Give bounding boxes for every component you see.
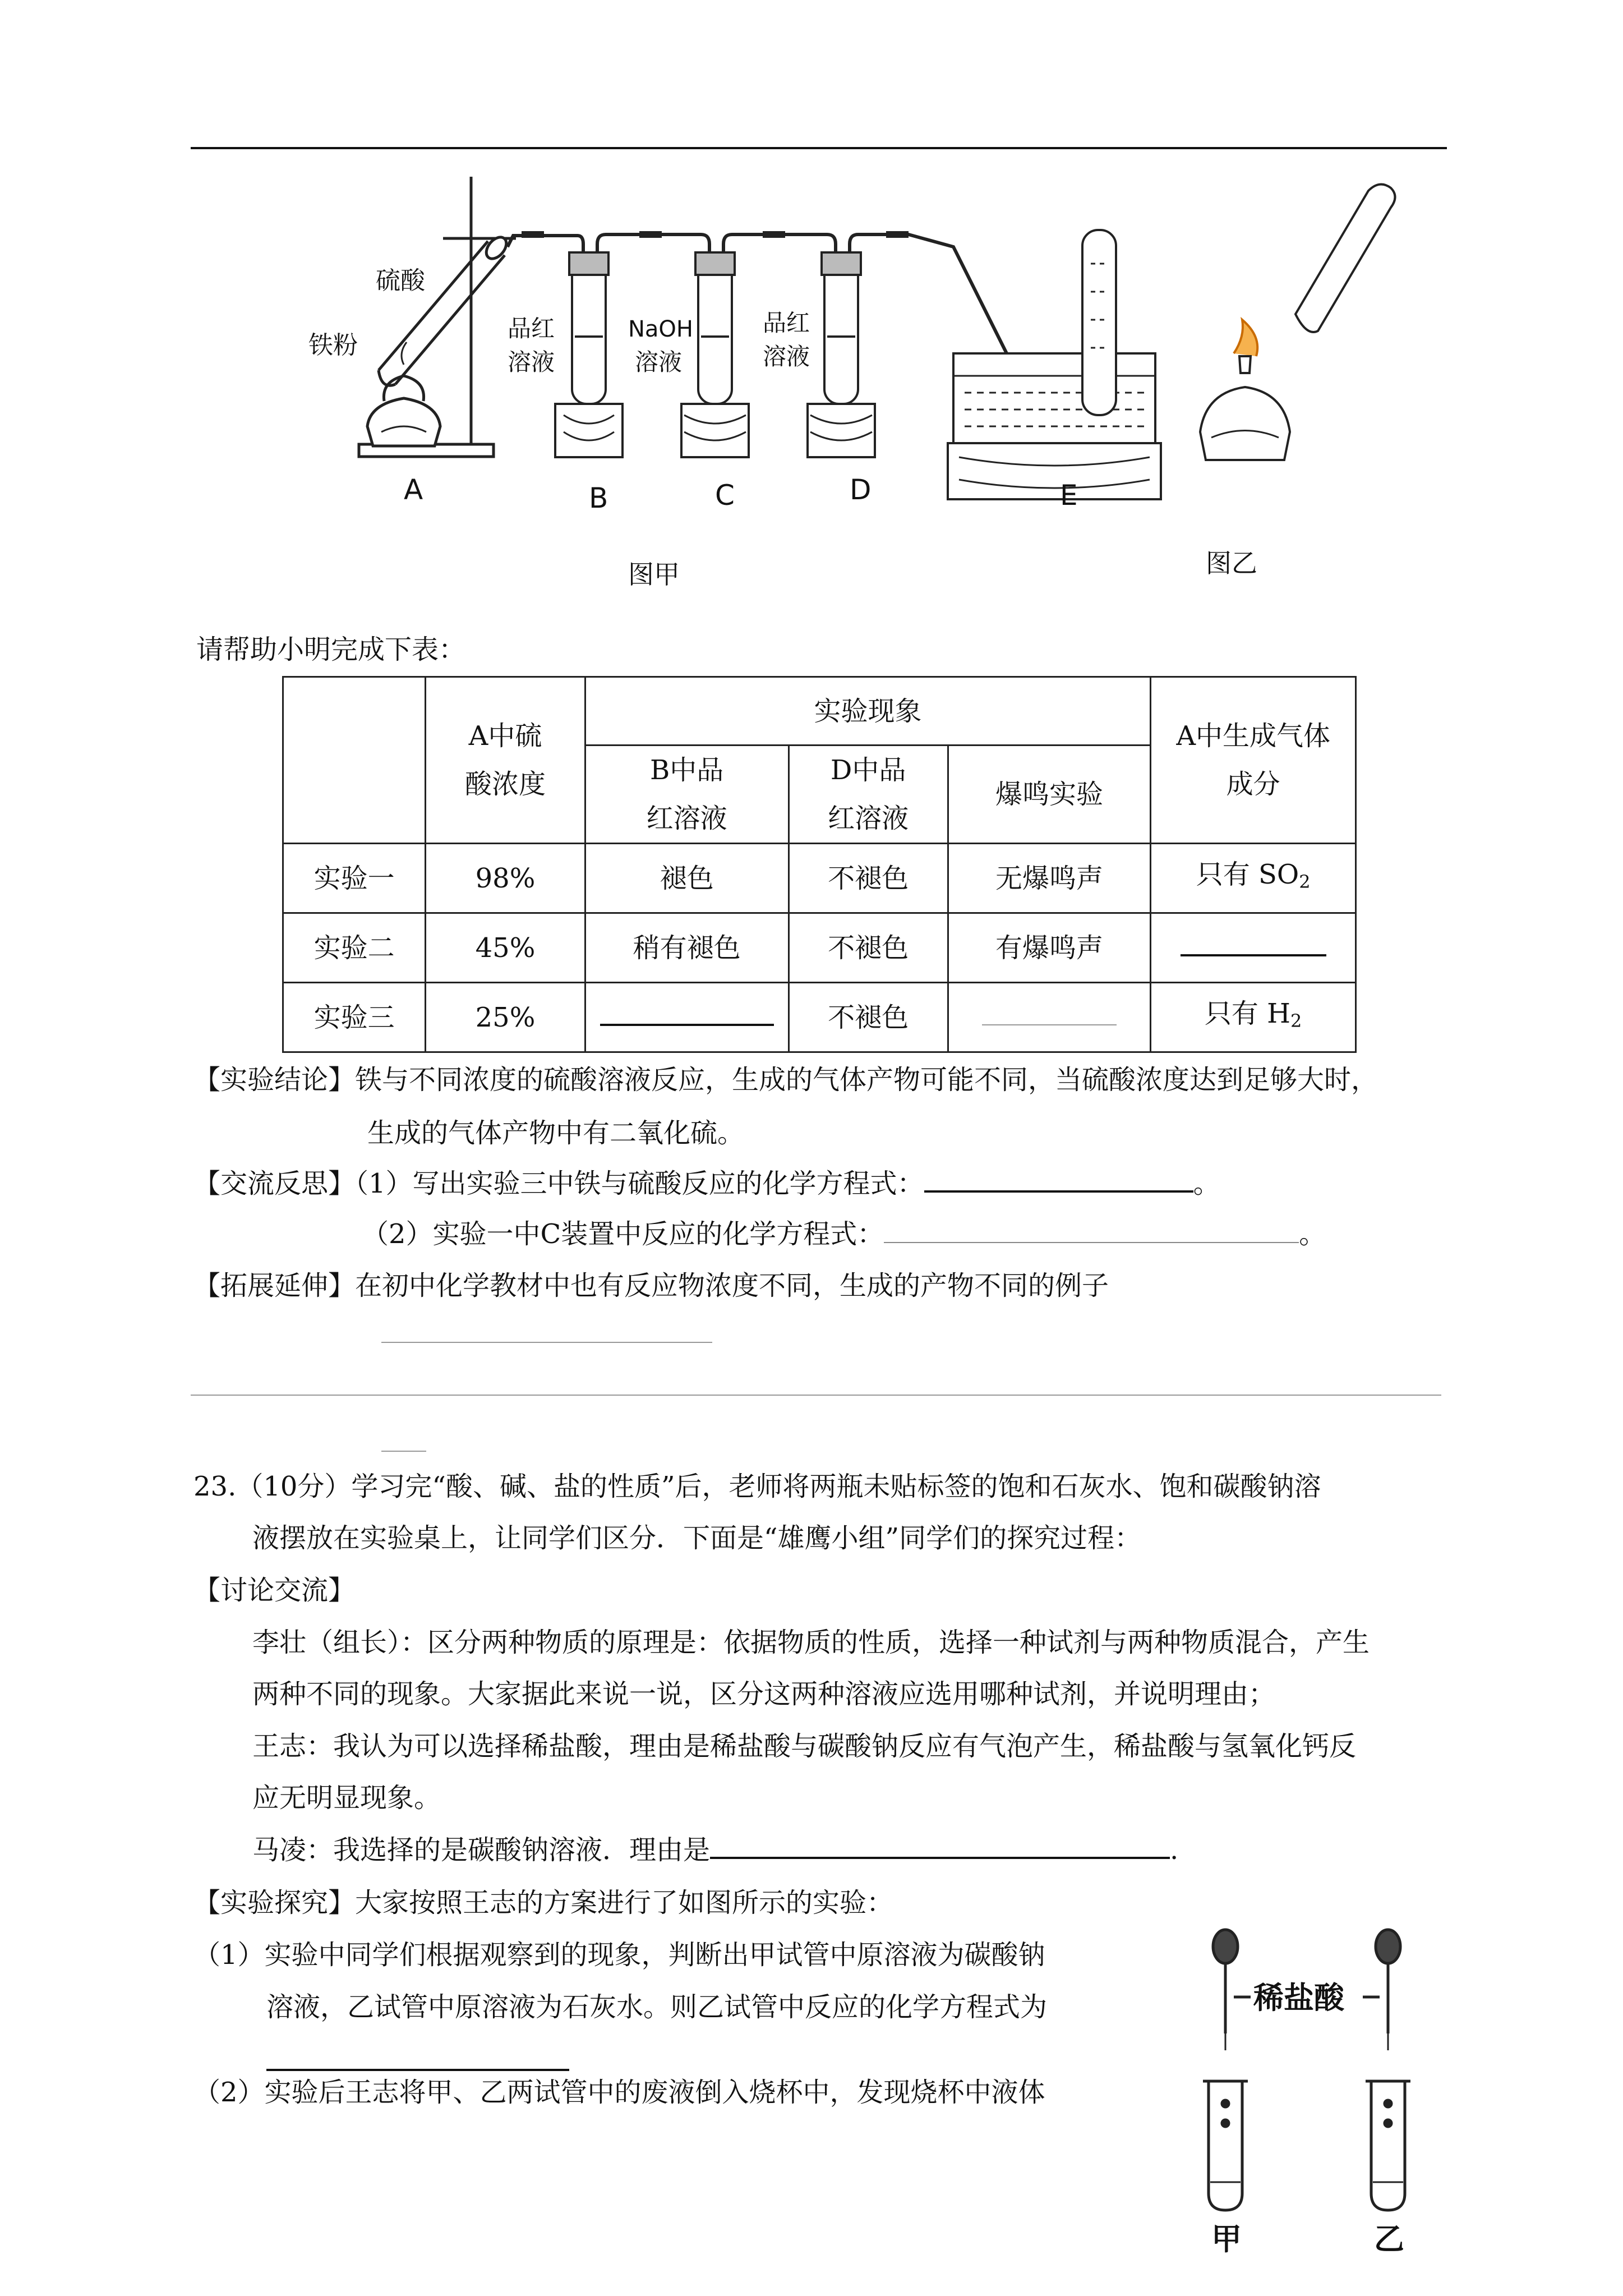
reflection-q2-text: （2）实验一中C装置中反应的化学方程式： <box>362 1218 884 1250</box>
answer-blank[interactable] <box>381 1342 712 1343</box>
exp2-line1: （2）实验后王志将甲、乙两试管中的废液倒入烧杯中，发现烧杯中液体 <box>193 2077 1045 2108</box>
table-row <box>283 913 1356 983</box>
lizhuang-line2: 两种不同的现象。大家据此来说一说，区分这两种溶液应选用哪种试剂，并说明理由； <box>252 1678 1276 1710</box>
q23-line2: 液摆放在实验桌上，让同学们区分．下面是“雄鹰小组”同学们的探究过程： <box>252 1522 1142 1554</box>
reflection-q2 <box>362 1217 1326 1251</box>
row-b: 稍有褪色 <box>585 913 789 983</box>
row-pop-blank[interactable] <box>948 983 1151 1052</box>
wangzhi-line1: 王志：我认为可以选择稀盐酸，理由是稀盐酸与碳酸钠反应有气泡产生，稀盐酸与氢氧化钙反 <box>252 1731 1357 1762</box>
row-gas <box>1151 844 1356 913</box>
row-gas-blank[interactable] <box>1151 913 1356 983</box>
conclusion-line1 <box>193 1063 1378 1097</box>
conclusion-label: 【实验结论】 <box>193 1064 356 1096</box>
header-phenomena: 实验现象 <box>585 677 1151 746</box>
answer-blank[interactable] <box>266 2069 569 2071</box>
exp1-line1: （1）实验中同学们根据观察到的现象，判断出甲试管中原溶液为碳酸钠 <box>193 1939 1045 1971</box>
answer-blank[interactable] <box>191 1395 1441 1396</box>
gas-text: 只有 H <box>1204 998 1291 1029</box>
row-name: 实验二 <box>283 913 426 983</box>
letter-E: E <box>1060 479 1078 512</box>
apparatus-A <box>359 177 516 457</box>
reflection-q1 <box>193 1167 1220 1200</box>
header-pop: 爆鸣实验 <box>948 746 1151 844</box>
letter-A: A <box>404 473 423 506</box>
row-name: 实验一 <box>283 844 426 913</box>
letter-B: B <box>589 482 608 514</box>
q23-line1: 23.（10分）学习完“酸、碱、盐的性质”后，老师将两瓶未贴标签的饱和石灰水、饱和碳酸钠溶 <box>193 1471 1321 1502</box>
reflection-q1-text: （1）写出实验三中铁与硫酸反应的化学方程式： <box>355 1168 924 1199</box>
label-B-line1: 品红 <box>508 315 555 342</box>
row-conc: 25% <box>426 983 585 1052</box>
label-C-line2: 溶液 <box>635 348 683 376</box>
gas-text: 只有 SO <box>1196 859 1299 890</box>
header-b: B中品 红溶液 <box>585 746 789 844</box>
answer-blank[interactable] <box>884 1220 1299 1243</box>
test-tube-figure <box>1172 1907 1441 2255</box>
row-d: 不褪色 <box>789 844 948 913</box>
answer-blank[interactable] <box>982 1013 1117 1025</box>
explore-line <box>193 1886 893 1920</box>
header-rule <box>191 147 1447 149</box>
row-conc: 45% <box>426 913 585 983</box>
answer-blank[interactable] <box>924 1168 1193 1193</box>
apparatus-E <box>948 230 1161 499</box>
period: 。 <box>1193 1168 1220 1199</box>
table-row <box>283 844 1356 913</box>
reflection-label: 【交流反思】 <box>193 1168 356 1199</box>
wangzhi-line2: 应无明显现象。 <box>252 1782 441 1814</box>
label-iron-powder: 铁粉 <box>308 331 358 360</box>
label-D-line2: 溶液 <box>763 343 810 370</box>
apparatus-figure <box>308 168 1424 611</box>
caption-jia: 图甲 <box>628 559 680 590</box>
exp1-line2: 溶液，乙试管中原溶液为石灰水。则乙试管中反应的化学方程式为 <box>266 1991 1048 2023</box>
label-D-line1: 品红 <box>763 309 810 337</box>
conclusion-text: 铁与不同浓度的硫酸溶液反应，生成的气体产物可能不同，当硫酸浓度达到足够大时， <box>355 1064 1378 1096</box>
answer-blank[interactable] <box>381 1451 426 1452</box>
bottles-BCD <box>555 252 875 457</box>
row-name: 实验三 <box>283 983 426 1052</box>
gas-subscript: 2 <box>1299 871 1311 892</box>
row-conc: 98% <box>426 844 585 913</box>
explore-text: 大家按照王志的方案进行了如图所示的实验： <box>355 1887 894 1918</box>
extension-line <box>193 1269 1109 1303</box>
row-pop: 无爆鸣声 <box>948 844 1151 913</box>
header-gas: A中生成气体 成分 <box>1151 677 1356 844</box>
lizhuang-line1: 李壮（组长）：区分两种物质的原理是：依据物质的性质，选择一种试剂与两种物质混合，产生 <box>252 1627 1370 1658</box>
table-intro: 请帮助小明完成下表： <box>196 634 466 665</box>
extension-label: 【拓展延伸】 <box>193 1270 356 1301</box>
answer-blank[interactable] <box>1181 943 1326 956</box>
acid-label: 稀盐酸 <box>1253 1980 1344 2016</box>
maling-end: . <box>1170 1834 1179 1866</box>
header-empty <box>283 677 426 844</box>
header-concentration: A中硫 酸浓度 <box>426 677 585 844</box>
row-gas <box>1151 983 1356 1052</box>
maling-text: 马凌：我选择的是碳酸钠溶液．理由是 <box>252 1834 711 1866</box>
label-sulfuric-acid: 硫酸 <box>376 266 425 295</box>
row-pop: 有爆鸣声 <box>948 913 1151 983</box>
tube-yi-label: 乙 <box>1374 2221 1404 2257</box>
letter-D: D <box>850 473 872 506</box>
letter-C: C <box>715 479 735 512</box>
header-d: D中品 红溶液 <box>789 746 948 844</box>
label-B-line2: 溶液 <box>508 348 555 376</box>
apparatus-yi <box>1200 185 1395 460</box>
row-b-blank[interactable] <box>585 983 789 1052</box>
explore-label: 【实验探究】 <box>193 1887 356 1918</box>
discussion-label: 【讨论交流】 <box>193 1575 356 1606</box>
extension-text: 在初中化学教材中也有反应物浓度不同，生成的产物不同的例子 <box>355 1270 1109 1301</box>
answer-blank[interactable] <box>710 1834 1170 1859</box>
label-C-line1: NaOH <box>628 316 693 342</box>
maling-line <box>252 1833 1178 1867</box>
table-row <box>283 983 1356 1052</box>
experiment-table <box>282 676 1357 1053</box>
caption-yi: 图乙 <box>1206 548 1257 578</box>
period: 。 <box>1299 1218 1326 1250</box>
gas-subscript: 2 <box>1290 1010 1302 1032</box>
row-d: 不褪色 <box>789 913 948 983</box>
row-d: 不褪色 <box>789 983 948 1052</box>
tube-jia-label: 甲 <box>1211 2221 1242 2257</box>
answer-blank[interactable] <box>600 1013 774 1026</box>
conclusion-line2: 生成的气体产物中有二氧化硫。 <box>367 1117 745 1149</box>
row-b: 褪色 <box>585 844 789 913</box>
